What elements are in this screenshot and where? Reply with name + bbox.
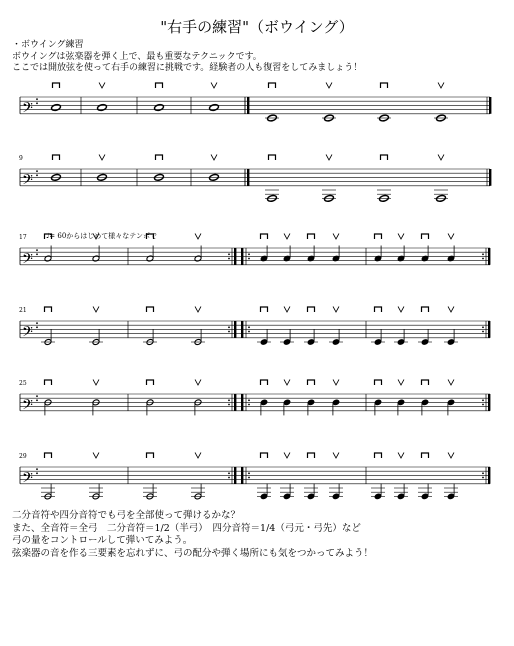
clef-dot — [36, 395, 38, 397]
down-bow-mark — [308, 234, 315, 239]
down-bow-mark — [375, 453, 382, 458]
up-bow-mark — [398, 234, 404, 240]
bass-clef: 𝄢 — [22, 469, 33, 490]
repeat-end-thick — [488, 248, 490, 265]
measure-number: 21 — [19, 307, 27, 314]
whole-note — [154, 104, 164, 112]
up-bow-mark — [99, 83, 105, 89]
up-bow-mark — [333, 453, 339, 459]
down-bow-mark — [45, 453, 52, 458]
down-bow-mark — [45, 380, 52, 385]
repeat-dot — [228, 399, 230, 401]
tempo-mark: ♩= 60からはじめて様々なテンポで — [46, 232, 157, 240]
clef-dot — [36, 170, 38, 172]
repeat-start-thick — [241, 394, 243, 411]
up-bow-mark — [333, 307, 339, 313]
up-bow-mark — [438, 155, 444, 161]
repeat-dot — [228, 253, 230, 255]
clef-dot — [36, 102, 38, 104]
down-bow-mark — [147, 453, 154, 458]
up-bow-mark — [195, 234, 201, 240]
double-barline-thick — [247, 169, 249, 186]
clef-dot — [36, 472, 38, 474]
down-bow-mark — [261, 234, 268, 239]
down-bow-mark — [375, 380, 382, 385]
up-bow-mark — [438, 83, 444, 89]
down-bow-mark — [422, 307, 429, 312]
down-bow-mark — [375, 234, 382, 239]
up-bow-mark — [398, 453, 404, 459]
up-bow-mark — [326, 155, 332, 161]
bass-clef: 𝄢 — [22, 171, 33, 192]
clef-dot — [36, 468, 38, 470]
up-bow-mark — [284, 234, 290, 240]
clef-dot — [36, 399, 38, 401]
repeat-dot — [482, 399, 484, 401]
repeat-dot — [228, 404, 230, 406]
repeat-end-thick — [488, 394, 490, 411]
repeat-dot — [248, 472, 250, 474]
repeat-dot — [482, 326, 484, 328]
down-bow-mark — [381, 155, 388, 160]
clef-dot — [36, 249, 38, 251]
down-bow-mark — [261, 307, 268, 312]
double-barline-thick — [489, 169, 491, 186]
repeat-start-thick — [241, 467, 243, 484]
up-bow-mark — [333, 380, 339, 386]
down-bow-mark — [422, 234, 429, 239]
repeat-start-thick — [241, 321, 243, 338]
repeat-dot — [248, 331, 250, 333]
up-bow-mark — [284, 453, 290, 459]
clef-dot — [36, 326, 38, 328]
up-bow-mark — [326, 83, 332, 89]
intro-heading: ・ボウイング練習 — [12, 40, 84, 50]
intro-line-1: ボウイングは弦楽器を弾く上で、最も重要なテクニックです。 — [12, 51, 262, 62]
clef-dot — [36, 322, 38, 324]
footer-line-2: また、全音符＝全弓 二分音符＝1/2（半弓） 四分音符＝1/4（弓元・弓先）など — [12, 522, 361, 534]
footer-line-3: 弓の量をコントロールして弾いてみよう。 — [12, 535, 193, 546]
repeat-dot — [248, 258, 250, 260]
up-bow-mark — [211, 155, 217, 161]
down-bow-mark — [422, 380, 429, 385]
whole-note — [51, 104, 61, 112]
down-bow-mark — [269, 83, 276, 88]
repeat-dot — [228, 258, 230, 260]
up-bow-mark — [195, 453, 201, 459]
repeat-dot — [482, 253, 484, 255]
footer-line-1: 二分音符や四分音符でも弓を全部使って弾けるかな？ — [12, 510, 241, 521]
whole-note — [97, 104, 107, 112]
repeat-end-thick — [488, 321, 490, 338]
up-bow-mark — [448, 380, 454, 386]
repeat-end-thick — [234, 467, 236, 484]
bass-clef: 𝄢 — [22, 323, 33, 344]
down-bow-mark — [381, 83, 388, 88]
measure-number: 9 — [19, 155, 23, 162]
down-bow-mark — [308, 380, 315, 385]
down-bow-mark — [147, 307, 154, 312]
repeat-end-thick — [234, 394, 236, 411]
repeat-end-thick — [488, 467, 490, 484]
down-bow-mark — [261, 453, 268, 458]
up-bow-mark — [93, 453, 99, 459]
repeat-dot — [482, 472, 484, 474]
up-bow-mark — [398, 307, 404, 313]
repeat-dot — [228, 472, 230, 474]
clef-dot — [36, 174, 38, 176]
up-bow-mark — [333, 234, 339, 240]
repeat-dot — [228, 477, 230, 479]
measure-number: 25 — [19, 380, 27, 387]
down-bow-mark — [422, 453, 429, 458]
down-bow-mark — [375, 307, 382, 312]
measure-number: 17 — [19, 234, 27, 241]
footer-text — [12, 510, 373, 560]
footer-line-4: 弦楽器の音を作る三要素を忘れずに、弓の配分や弾く場所にも気をつかってみよう！ — [12, 547, 374, 559]
repeat-dot — [482, 258, 484, 260]
whole-note — [209, 104, 219, 112]
up-bow-mark — [398, 380, 404, 386]
up-bow-mark — [93, 380, 99, 386]
repeat-dot — [482, 404, 484, 406]
repeat-dot — [248, 477, 250, 479]
repeat-dot — [482, 331, 484, 333]
repeat-dot — [248, 253, 250, 255]
down-bow-mark — [261, 380, 268, 385]
up-bow-mark — [195, 380, 201, 386]
down-bow-mark — [156, 83, 163, 88]
down-bow-mark — [147, 380, 154, 385]
up-bow-mark — [448, 307, 454, 313]
repeat-end-thick — [234, 248, 236, 265]
down-bow-mark — [53, 83, 60, 88]
bass-clef: 𝄢 — [22, 250, 33, 271]
repeat-dot — [248, 326, 250, 328]
intro-line-2: ここでは開放弦を使って右手の練習に挑戦です。経験者の人も復習をしてみましょう！ — [12, 63, 363, 73]
repeat-dot — [228, 331, 230, 333]
down-bow-mark — [308, 453, 315, 458]
up-bow-mark — [195, 307, 201, 313]
repeat-dot — [248, 404, 250, 406]
up-bow-mark — [99, 155, 105, 161]
repeat-dot — [248, 399, 250, 401]
up-bow-mark — [93, 307, 99, 313]
bass-clef: 𝄢 — [22, 99, 33, 120]
down-bow-mark — [308, 307, 315, 312]
clef-dot — [36, 98, 38, 100]
down-bow-mark — [53, 155, 60, 160]
repeat-dot — [482, 477, 484, 479]
double-barline-thick — [247, 97, 249, 114]
bass-clef: 𝄢 — [22, 396, 33, 417]
page-title: "右手の練習"（ボウイング） — [160, 18, 354, 36]
up-bow-mark — [284, 307, 290, 313]
down-bow-mark — [156, 155, 163, 160]
repeat-end-thick — [234, 321, 236, 338]
up-bow-mark — [211, 83, 217, 89]
down-bow-mark — [45, 307, 52, 312]
measure-number: 29 — [19, 453, 27, 460]
double-barline-thick — [489, 97, 491, 114]
repeat-start-thick — [241, 248, 243, 265]
repeat-dot — [228, 326, 230, 328]
up-bow-mark — [448, 453, 454, 459]
up-bow-mark — [448, 234, 454, 240]
clef-dot — [36, 253, 38, 255]
down-bow-mark — [269, 155, 276, 160]
up-bow-mark — [284, 380, 290, 386]
